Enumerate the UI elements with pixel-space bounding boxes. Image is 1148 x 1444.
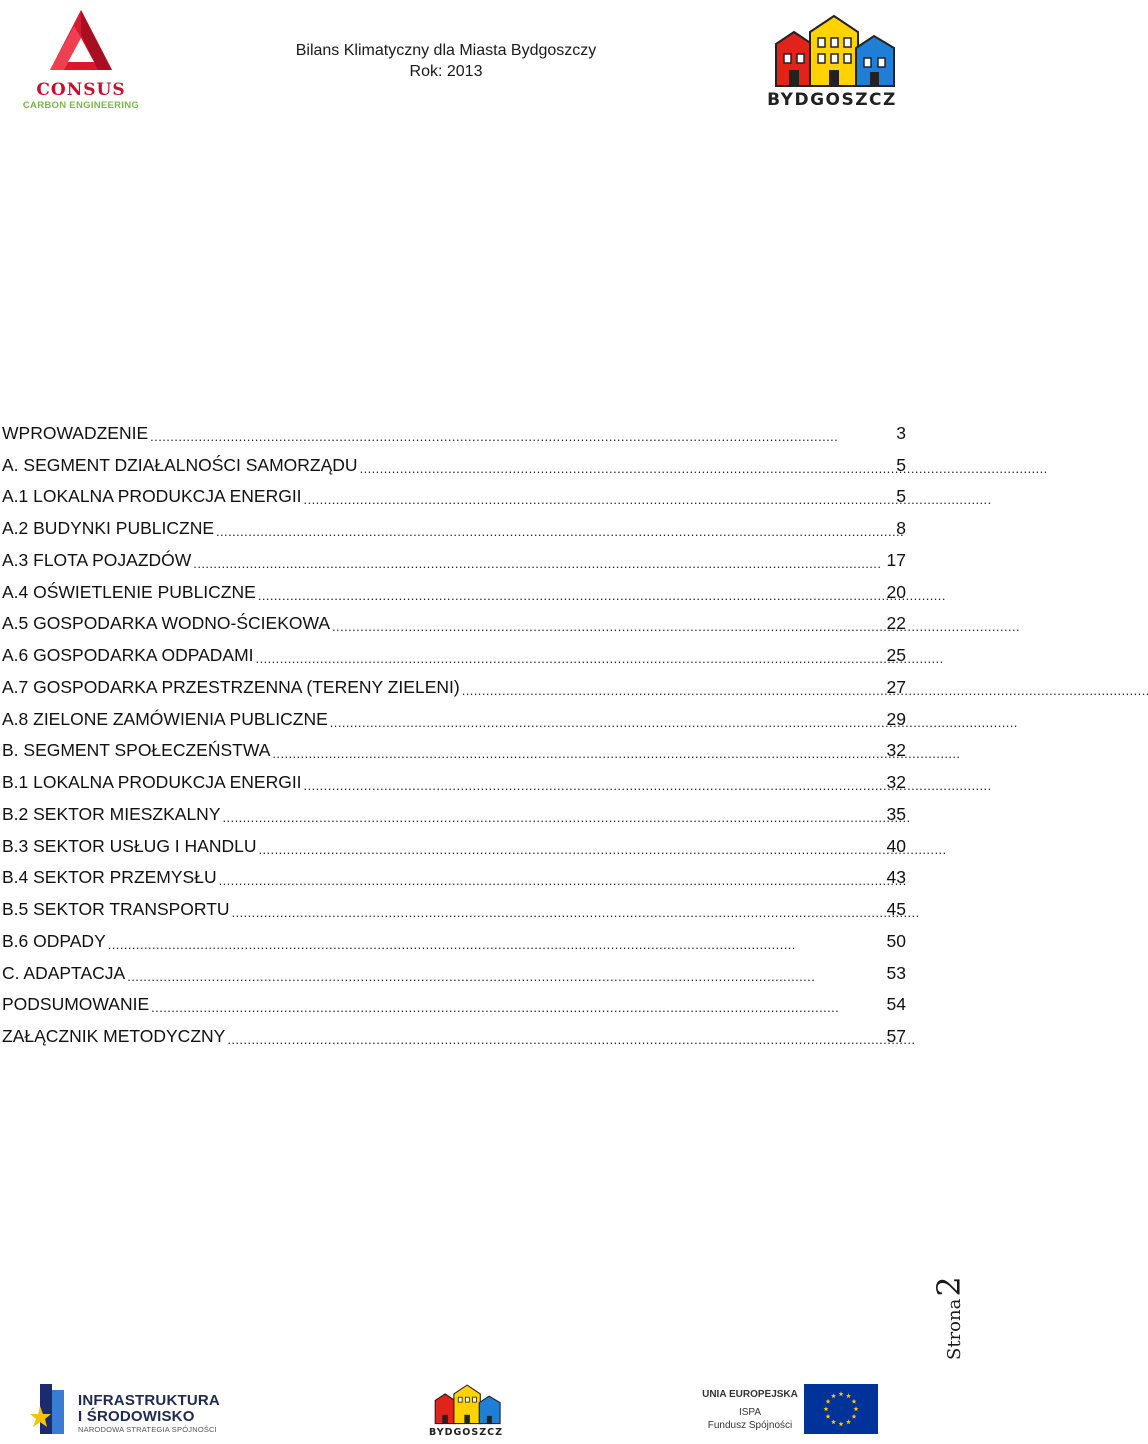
toc-entry-title: C. ADAPTACJA xyxy=(2,962,126,983)
toc-entry-page: 25 xyxy=(886,645,906,665)
toc-entry-page: 50 xyxy=(886,930,906,951)
toc-entry-page: 53 xyxy=(886,962,906,983)
toc-leader-dots xyxy=(272,741,884,761)
toc-leader-dots xyxy=(127,964,884,984)
eu-logo xyxy=(700,1384,880,1436)
toc-leader-dots xyxy=(332,614,885,634)
toc-leader-dots xyxy=(330,710,885,730)
consus-name: CONSUS xyxy=(36,80,126,100)
toc-entry-page: 3 xyxy=(896,422,906,443)
toc-entry[interactable] xyxy=(2,984,906,1016)
toc-entry-title: B.2 SEKTOR MIESZKALNY xyxy=(2,803,221,824)
bydgoszcz-logo xyxy=(754,14,910,112)
toc-leader-dots xyxy=(223,805,885,825)
eu-line3: Fundusz Spójności xyxy=(707,1420,793,1431)
toc-entry-title: PODSUMOWANIE xyxy=(2,994,150,1015)
toc-entry[interactable] xyxy=(2,666,906,698)
toc-entry[interactable] xyxy=(2,412,906,444)
infra-line1: INFRASTRUKTURA xyxy=(78,1392,220,1409)
toc-leader-dots xyxy=(360,456,895,476)
footer-bydgoszcz-wordmark: BYDGOSZCZ xyxy=(429,1427,503,1438)
toc-entry[interactable] xyxy=(2,793,906,825)
document-year: Rok: 2013 xyxy=(409,63,483,80)
toc-entry[interactable] xyxy=(2,888,906,920)
footer-bydgoszcz-logo xyxy=(422,1384,510,1442)
toc-leader-dots xyxy=(256,646,885,666)
eu-flag-icon xyxy=(804,1384,878,1434)
toc-leader-dots xyxy=(108,932,885,952)
toc-entry-page: 20 xyxy=(886,581,906,602)
toc-entry-page: 32 xyxy=(886,740,906,761)
toc-entry-title: ZAŁĄCZNIK METODYCZNY xyxy=(2,1026,226,1046)
toc-entry-page: 27 xyxy=(886,676,906,697)
consus-logo xyxy=(20,8,142,110)
infra-line3: NARODOWA STRATEGIA SPÓJNOŚCI xyxy=(78,1425,217,1434)
toc-leader-dots xyxy=(193,551,884,571)
eu-line2: ISPA xyxy=(738,1407,762,1418)
toc-entry-title: B.4 SEKTOR PRZEMYSŁU xyxy=(2,867,217,888)
toc-entry-title: B.5 SEKTOR TRANSPORTU xyxy=(2,899,230,919)
infra-line2: I ŚRODOWISKO xyxy=(78,1408,195,1425)
document-title: Bilans Klimatyczny dla Miasta Bydgoszczy xyxy=(295,42,597,59)
toc-entry-page: 32 xyxy=(886,772,906,792)
page-number-marker xyxy=(926,1270,966,1370)
toc-entry-title: B.3 SEKTOR USŁUG I HANDLU xyxy=(2,835,257,856)
toc-entry-page: 45 xyxy=(886,899,906,919)
table-of-contents xyxy=(2,412,906,1047)
toc-entry[interactable] xyxy=(2,698,906,730)
toc-leader-dots xyxy=(232,900,885,920)
toc-entry-page: 35 xyxy=(886,803,906,824)
toc-entry[interactable] xyxy=(2,634,906,666)
page-number: 2 xyxy=(930,1276,968,1297)
page-label: Strona xyxy=(944,1298,965,1360)
toc-entry[interactable] xyxy=(2,539,906,571)
toc-entry-title: A.1 LOKALNA PRODUKCJA ENERGII xyxy=(2,486,302,507)
toc-entry-title: A.2 BUDYNKI PUBLICZNE xyxy=(2,518,214,538)
consus-subtitle: CARBON ENGINEERING xyxy=(22,100,140,111)
consus-triangle-icon xyxy=(20,8,142,82)
toc-entry-title: A.8 ZIELONE ZAMÓWIENIA PUBLICZNE xyxy=(2,708,328,729)
toc-leader-dots xyxy=(216,519,894,539)
toc-entry[interactable] xyxy=(2,730,906,762)
toc-entry-page: 8 xyxy=(896,518,906,538)
toc-leader-dots xyxy=(258,583,885,603)
toc-leader-dots xyxy=(258,837,884,857)
toc-leader-dots xyxy=(219,868,885,888)
toc-entry-title: A. SEGMENT DZIAŁALNOŚCI SAMORZĄDU xyxy=(2,454,358,475)
toc-entry-page: 40 xyxy=(886,835,906,856)
toc-entry[interactable] xyxy=(2,857,906,889)
eu-line1: UNIA EUROPEJSKA xyxy=(702,1389,798,1400)
toc-entry[interactable] xyxy=(2,920,906,952)
toc-entry[interactable] xyxy=(2,825,906,857)
bydgoszcz-wordmark: BYDGOSZCZ xyxy=(767,90,897,110)
toc-entry-title: A.5 GOSPODARKA WODNO-ŚCIEKOWA xyxy=(2,613,331,634)
toc-entry-title: B.1 LOKALNA PRODUKCJA ENERGII xyxy=(2,772,302,792)
toc-entry[interactable] xyxy=(2,603,906,635)
nss-star-icon xyxy=(30,1380,74,1438)
toc-entry-page: 22 xyxy=(886,613,906,634)
toc-entry[interactable] xyxy=(2,571,906,603)
toc-leader-dots xyxy=(150,424,894,444)
toc-entry-page: 5 xyxy=(896,486,906,507)
toc-entry-page: 43 xyxy=(886,867,906,888)
toc-leader-dots xyxy=(304,487,895,507)
toc-entry-page: 57 xyxy=(886,1026,906,1046)
toc-entry-page: 17 xyxy=(886,549,906,570)
toc-entry[interactable] xyxy=(2,761,906,793)
toc-entry-title: WPROWADZENIE xyxy=(2,422,149,443)
toc-leader-dots xyxy=(304,773,885,793)
toc-entry-page: 54 xyxy=(886,994,906,1015)
document-header xyxy=(246,40,646,82)
toc-leader-dots xyxy=(462,678,885,698)
toc-entry-title: A.7 GOSPODARKA PRZESTRZENNA (TERENY ZIELENI) xyxy=(2,676,460,697)
bydgoszcz-houses-icon xyxy=(754,14,910,94)
toc-entry-page: 29 xyxy=(886,708,906,729)
toc-entry[interactable] xyxy=(2,444,906,476)
bydgoszcz-houses-icon xyxy=(422,1384,510,1428)
toc-entry[interactable] xyxy=(2,1015,906,1047)
toc-entry-title: A.3 FLOTA POJAZDÓW xyxy=(2,549,192,570)
infrastruktura-logo xyxy=(30,1380,220,1438)
toc-entry-title: B. SEGMENT SPOŁECZEŃSTWA xyxy=(2,740,271,761)
toc-leader-dots xyxy=(151,995,884,1015)
toc-entry-title: A.6 GOSPODARKA ODPADAMI xyxy=(2,645,254,665)
toc-entry[interactable] xyxy=(2,476,906,508)
toc-entry[interactable] xyxy=(2,952,906,984)
toc-entry-page: 5 xyxy=(896,454,906,475)
toc-entry-title: B.6 ODPADY xyxy=(2,930,106,951)
toc-entry-title: A.4 OŚWIETLENIE PUBLICZNE xyxy=(2,581,256,602)
toc-entry[interactable] xyxy=(2,507,906,539)
toc-leader-dots xyxy=(227,1027,884,1047)
